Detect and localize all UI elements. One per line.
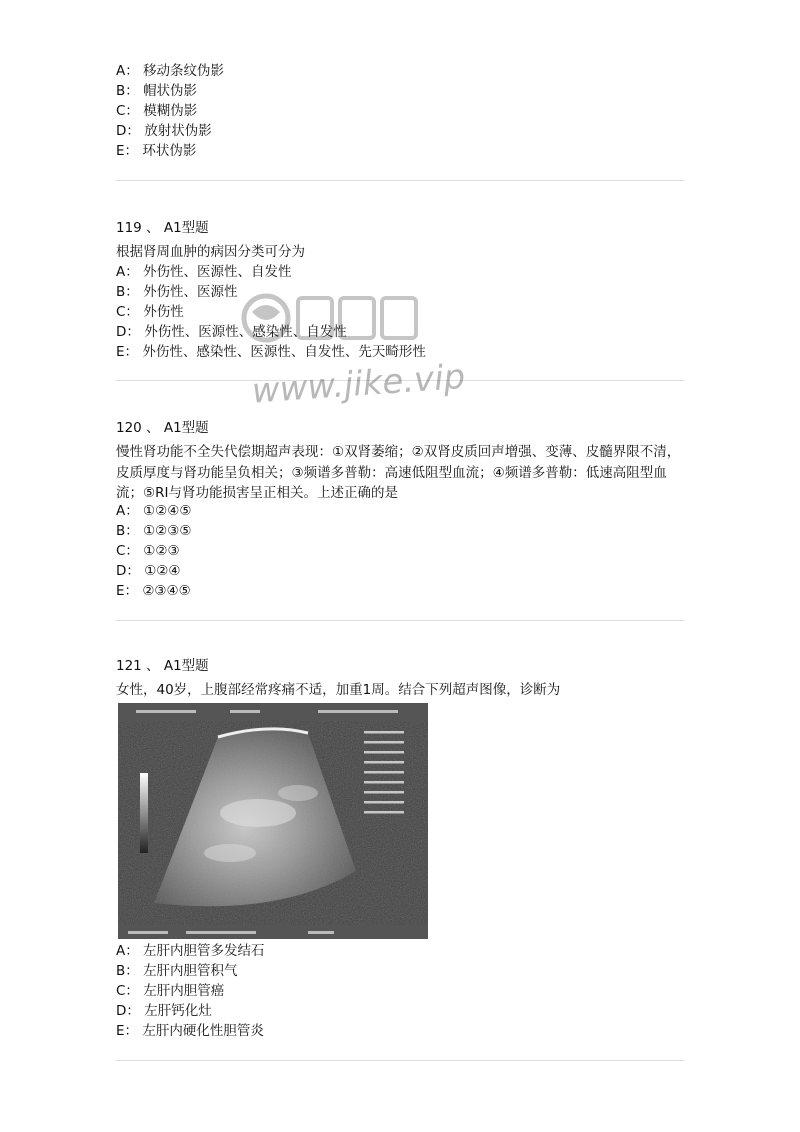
option-text: ①②③ (143, 543, 180, 559)
option-d[interactable] (116, 1001, 212, 1021)
option-e[interactable] (116, 342, 426, 362)
option-text: 外伤性、医源性 (143, 284, 238, 300)
option-b[interactable] (116, 961, 238, 981)
option-b[interactable] (116, 81, 197, 101)
option-key: A： (116, 503, 139, 519)
option-e[interactable] (116, 141, 196, 161)
option-key: E： (116, 344, 139, 360)
question-header: 120 、 A1型题 (116, 420, 209, 436)
option-text: 外伤性、医源性、感染性、自发性 (144, 324, 347, 340)
watermark-text: www.jike.vip (250, 356, 467, 412)
question-divider (116, 1060, 684, 1061)
option-key: C： (116, 103, 139, 119)
option-text: 环状伪影 (142, 143, 197, 159)
option-key: C： (116, 304, 139, 320)
option-text: 移动条纹伪影 (143, 63, 225, 79)
option-e[interactable] (116, 1021, 264, 1041)
option-e[interactable] (116, 581, 191, 601)
option-key: A： (116, 63, 139, 79)
option-key: D： (116, 1003, 140, 1019)
option-a[interactable] (116, 941, 265, 961)
question-stem: 慢性肾功能不全失代偿期超声表现：①双肾萎缩；②双肾皮质回声增强、变薄、皮髓界限不清，皮质厚度与肾功能呈负相关；③频谱多普勒：高速低阻型血流；④频谱多普勒：低速高阻型血流；⑤RI与肾功能损害呈正相关。上述正确的是 (116, 444, 681, 501)
option-b[interactable] (116, 521, 191, 541)
option-c[interactable] (116, 981, 224, 1001)
option-key: D： (116, 324, 140, 340)
option-text: 左肝内胆管癌 (143, 983, 225, 999)
option-text: 模糊伪影 (143, 103, 198, 119)
option-text: 左肝内胆管多发结石 (143, 943, 265, 959)
ultrasound-image (118, 703, 428, 939)
option-text: 左肝内硬化性胆管炎 (142, 1023, 264, 1039)
option-text: 外伤性 (143, 304, 184, 320)
option-key: D： (116, 563, 140, 579)
option-d[interactable] (116, 121, 212, 141)
option-text: 帽状伪影 (143, 83, 198, 99)
option-text: ①②④ (144, 563, 181, 579)
question-stem: 根据肾周血肿的病因分类可分为 (116, 244, 305, 260)
option-c[interactable] (116, 302, 184, 322)
option-text: ①②③⑤ (143, 523, 192, 539)
option-key: B： (116, 284, 139, 300)
option-key: E： (116, 1023, 139, 1039)
option-c[interactable] (116, 101, 197, 121)
option-d[interactable] (116, 322, 347, 342)
option-text: 外伤性、医源性、自发性 (143, 264, 292, 280)
question-header: 121 、 A1型题 (116, 658, 209, 674)
question-header: 119 、 A1型题 (116, 220, 209, 236)
option-d[interactable] (116, 561, 181, 581)
option-text: ②③④⑤ (142, 583, 191, 599)
option-key: E： (116, 143, 139, 159)
option-key: D： (116, 123, 140, 139)
option-key: B： (116, 83, 139, 99)
option-b[interactable] (116, 282, 238, 302)
question-divider (116, 380, 684, 381)
option-a[interactable] (116, 262, 292, 282)
option-c[interactable] (116, 541, 180, 561)
option-text: 左肝内胆管积气 (143, 963, 238, 979)
question-divider (116, 620, 684, 621)
option-text: ①②④⑤ (143, 503, 192, 519)
option-a[interactable] (116, 501, 191, 521)
option-key: B： (116, 523, 139, 539)
option-key: E： (116, 583, 139, 599)
option-text: 外伤性、感染性、医源性、自发性、先天畸形性 (142, 344, 426, 360)
option-key: B： (116, 963, 139, 979)
option-key: A： (116, 943, 139, 959)
question-divider (116, 180, 684, 181)
option-text: 放射状伪影 (144, 123, 212, 139)
option-key: C： (116, 543, 139, 559)
question-stem: 女性，40岁，上腹部经常疼痛不适，加重1周。结合下列超声图像，诊断为 (116, 682, 561, 698)
option-a[interactable] (116, 61, 224, 81)
option-text: 左肝钙化灶 (144, 1003, 212, 1019)
option-key: A： (116, 264, 139, 280)
option-key: C： (116, 983, 139, 999)
